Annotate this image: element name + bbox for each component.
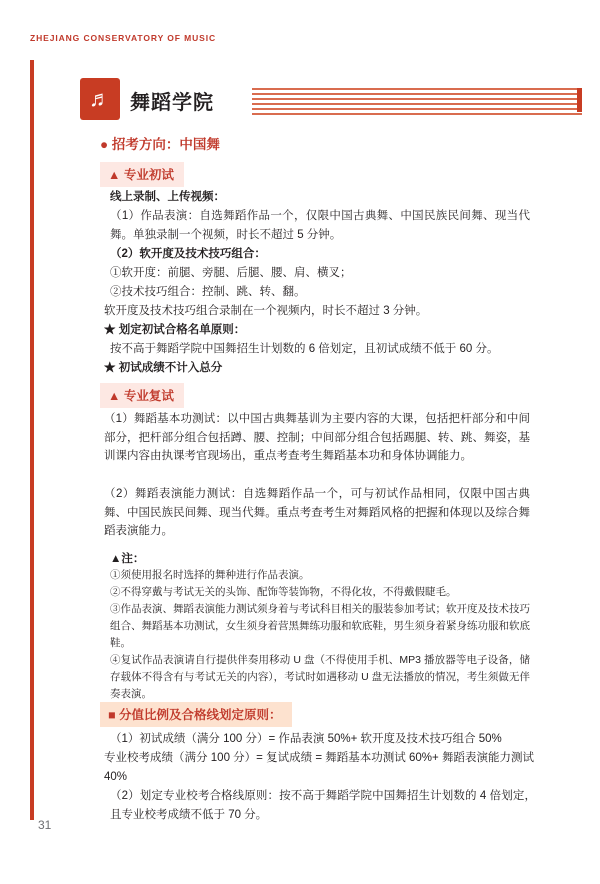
page-title: 舞蹈学院 bbox=[130, 92, 214, 114]
title-decor-lines bbox=[252, 88, 582, 112]
note-label: ▲注： bbox=[110, 553, 145, 565]
paragraph: 软开度及技术技巧组合录制在一个视频内，时长不超过 3 分钟。 bbox=[104, 305, 428, 317]
music-note-icon bbox=[80, 78, 120, 120]
page-number: 31 bbox=[38, 818, 52, 832]
section-header-callback bbox=[100, 383, 184, 408]
paragraph: ①须使用报名时选择的舞种进行作品表演。 bbox=[110, 569, 310, 581]
page-side-rule bbox=[30, 60, 34, 820]
admission-direction-label: 招考方向：中国舞 bbox=[111, 137, 220, 152]
triangle-marker-icon: ▲ bbox=[108, 168, 121, 182]
paragraph: （2）舞蹈表演能力测试：自选舞蹈作品一个，可与初试作品相同，仅限中国古典舞、中国民族民间舞、现当代舞。重点考查考生对舞蹈风格的把握和体现以及综合舞蹈表演能力。 bbox=[104, 488, 530, 537]
paragraph: ①软开度：前腿、旁腿、后腿、腰、肩、横叉； bbox=[110, 267, 352, 279]
paragraph: （2）软开度及技术技巧组合： bbox=[110, 248, 266, 260]
paragraph: ④复试作品表演请自行提供伴奏用移动 U 盘（不得使用手机、MP3 播放器等电子设备，储存载体不得含有与考试无关的内容），考试时如遇移动 U 盘无法播放的情况，考生须做无伴奏表演。 bbox=[110, 654, 530, 700]
section-header-preliminary bbox=[100, 162, 184, 187]
paragraph: ②不得穿戴与考试无关的头饰、配饰等装饰物，不得化妆，不得戴假睫毛。 bbox=[110, 586, 457, 598]
running-header: ZHEJIANG CONSERVATORY OF MUSIC bbox=[30, 33, 217, 43]
music-note-glyph: ♬ bbox=[89, 86, 111, 111]
admission-direction-heading bbox=[100, 133, 220, 153]
title-decor-cap bbox=[577, 88, 582, 112]
paragraph: 线上录制、上传视频： bbox=[110, 191, 225, 203]
paragraph: （1）舞蹈基本功测试：以中国古典舞基训为主要内容的大课，包括把杆部分和中间部分，把杆部分组合包括蹲、腰、控制；中间部分组合包括踢腿、转、跳、舞姿，基训课内容由执课考官现场出，重点考查考生舞蹈基本功和身体协调能力。 bbox=[104, 413, 530, 462]
bullet-dot-icon: ● bbox=[100, 137, 109, 152]
section-title-scoring: 分值比例及合格线划定原则： bbox=[119, 708, 282, 722]
section-title-preliminary: 专业初试 bbox=[123, 168, 174, 182]
section-title-block bbox=[80, 78, 520, 122]
paragraph: （1）初试成绩（满分 100 分）= 作品表演 50%+ 软开度及技术技巧组合 50% bbox=[110, 733, 502, 745]
paragraph: （2）划定专业校考合格线原则：按不高于舞蹈学院中国舞招生计划数的 4 倍划定，且专业校考成绩不低于 70 分。 bbox=[110, 790, 536, 821]
square-marker-icon: ■ bbox=[108, 708, 116, 722]
triangle-marker-icon: ▲ bbox=[108, 389, 121, 403]
paragraph: 按不高于舞蹈学院中国舞招生计划数的 6 倍划定，且初试成绩不低于 60 分。 bbox=[110, 343, 499, 355]
section-header-scoring bbox=[100, 702, 292, 727]
paragraph: ②技术技巧组合：控制、跳、转、翻。 bbox=[110, 286, 306, 298]
paragraph: ★ 划定初试合格名单原则： bbox=[104, 324, 246, 336]
paragraph: （1）作品表演：自选舞蹈作品一个，仅限中国古典舞、中国民族民间舞、现当代舞。单独录制一个视频，时长不超过 5 分钟。 bbox=[110, 210, 530, 241]
section-title-callback: 专业复试 bbox=[123, 389, 174, 403]
paragraph: ★ 初试成绩不计入总分 bbox=[104, 362, 223, 374]
paragraph: ③作品表演、舞蹈表演能力测试须身着与考试科目相关的服装参加考试；软开度及技术技巧组合、舞蹈基本功测试，女生须身着营黑舞练功服和软底鞋，男生须身着紧身练功服和软底鞋。 bbox=[110, 603, 530, 649]
paragraph: 专业校考成绩（满分 100 分）= 复试成绩 = 舞蹈基本功测试 60%+ 舞蹈表演能力测试 40% bbox=[104, 752, 534, 783]
